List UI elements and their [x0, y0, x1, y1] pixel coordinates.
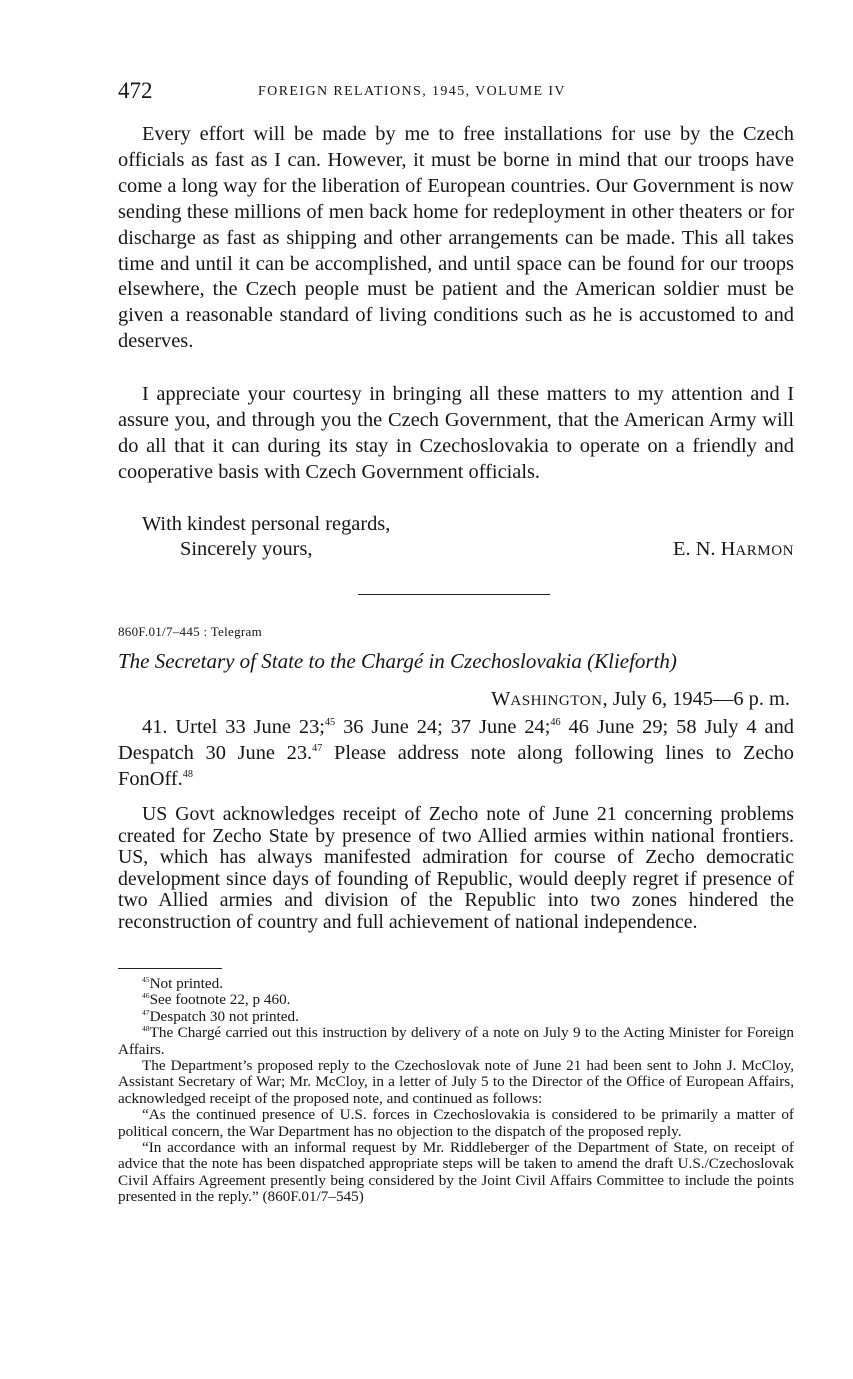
telegram-paragraph — [118, 715, 794, 793]
footnote-45 — [118, 976, 794, 992]
footnote-rule — [118, 968, 222, 969]
letter-closing: With kindest personal regards, — [142, 513, 391, 535]
letter-signature — [673, 538, 794, 561]
footnote-48-number: 48 — [142, 1024, 150, 1034]
footnote-47-text: Despatch 30 not printed. — [149, 1007, 299, 1025]
footnote-48-paragraph-4: “In accordance with an informal request by Mr. Riddleberger of the Department of State, on receipt of advice that the note has been dispatched appropriate steps will be taken to amend the draft U.S./Czechoslovak Civil Affairs Agreement presently being considered by the Joint Civil Affairs Committee to include the points presented in the reply.” (860F.01/7–545) — [118, 1139, 794, 1206]
telegram-text-c: 46 June 29; 58 July 4 and Despatch 30 June 23. — [118, 716, 794, 764]
telegram-text-b: 36 June 24; 37 June 24; — [335, 716, 551, 738]
dateline — [491, 688, 790, 711]
dateline-place-rest: ASHINGTON — [510, 693, 603, 709]
signature-smallcaps: ARMON — [735, 543, 794, 559]
document-title: The Secretary of State to the Chargé in Czechoslovakia (Klieforth) — [118, 649, 677, 673]
footnotes — [118, 976, 794, 1206]
telegram-text-d: Please address note along following lines to Zecho FonOff. — [118, 741, 795, 790]
footnote-48-paragraph-3: “As the continued presence of U.S. forces in Czechoslovakia is considered to be primarily a matter of political concern, the War Department has no objection to the dispatch of the proposed reply. — [118, 1106, 794, 1140]
section-divider — [358, 594, 550, 595]
footnote-46 — [118, 992, 794, 1008]
telegram-note-text: US Govt acknowledges receipt of Zecho note of June 21 concerning problems created for Zecho State by presence of two Allied armies within national frontiers. US, which has always manifested admiration for course of Zecho democratic development since days of founding of Republic, would deeply regret if presence of two Allied armies and division of the Republic into two zones hindered the reconstruction of country and full achievement of national independence. — [118, 803, 794, 933]
telegram-text-a: 41. Urtel 33 June 23; — [142, 716, 325, 738]
footnote-47-number: 47 — [142, 1007, 150, 1017]
letter-paragraph-2: I appreciate your courtesy in bringing all these matters to my attention and I assure you, and through you the Czech Government, that the American Army will do all that it can during its stay in Czechoslovakia to operate on a friendly and cooperative basis with Czech Government officials. — [118, 383, 794, 483]
footnote-45-text: Not printed. — [149, 975, 223, 992]
footnote-45-number: 45 — [142, 974, 150, 984]
dateline-date: , July 6, 1945—6 p. m. — [602, 688, 790, 710]
file-reference: 860F.01/7–445 : Telegram — [118, 624, 263, 639]
letter-paragraph-1: Every effort will be made by me to free installations for use by the Czech officials as fast as I can. However, it must be borne in mind that our troops have come a long way for the liberation of European countries. Our Government is now sending these millions of men back home for redeployment in other theaters or for discharge as fast as shipping and other arrangements can be made. This all takes time and until it can be accomplished, and until space can be found for our troops elsewhere, the Czech people must be patient and the American soldier must be given a reasonable standard of living conditions such as he is accustomed to and deserves. — [118, 123, 794, 353]
signoff-row — [118, 538, 794, 566]
footnote-47 — [118, 1009, 794, 1025]
letter-signoff: Sincerely yours, — [180, 538, 313, 560]
signature-initials: E. N. H — [673, 538, 736, 560]
footnote-ref-46[interactable]: 46 — [550, 717, 561, 729]
footnote-48-paragraph-2: The Department’s proposed reply to the Czechoslovak note of June 21 had been sent to John J. McCloy, Assistant Secretary of War; Mr. McCloy, in a letter of July 5 to the Director of the Office of European Affairs, acknowledged receipt of the proposed note, and continued as follows: — [118, 1057, 794, 1107]
footnote-46-text: See footnote 22, p 460. — [149, 991, 291, 1009]
footnote-46-number: 46 — [142, 991, 150, 1001]
footnote-ref-45[interactable]: 45 — [324, 717, 336, 729]
page-header — [118, 78, 794, 106]
footnote-ref-47[interactable]: 47 — [312, 743, 323, 755]
footnote-48-text: The Chargé carried out this instruction by delivery of a note on July 9 to the Acting Minister for Foreign Affairs. — [118, 1024, 794, 1058]
page-number: 472 — [118, 78, 153, 103]
footnote-48 — [118, 1025, 794, 1058]
dateline-place-initial: W — [491, 688, 511, 710]
footnote-ref-48[interactable]: 48 — [182, 769, 193, 781]
running-head: FOREIGN RELATIONS, 1945, VOLUME IV — [258, 84, 566, 99]
